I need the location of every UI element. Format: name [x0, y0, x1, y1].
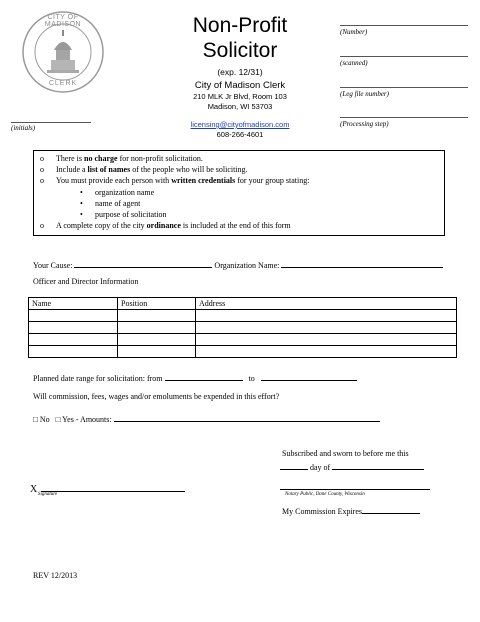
cause-org-row [33, 259, 443, 270]
credential-item: name of agent [95, 198, 141, 208]
commission-expires-label: My Commission Expires [282, 507, 363, 516]
no-checkbox[interactable]: □ [33, 415, 38, 424]
address-cell[interactable] [196, 346, 457, 358]
instruction-text: You must provide each person with [56, 176, 172, 186]
table-row [29, 334, 457, 346]
sworn-date-row [280, 461, 424, 472]
position-cell[interactable] [118, 310, 196, 322]
email-link[interactable]: licensing@cityofmadison.com [190, 120, 290, 129]
date-from-input[interactable] [165, 372, 243, 381]
instruction-text: There is [56, 154, 84, 163]
city-seal-logo [21, 10, 105, 94]
organization-label: Organization Name: [214, 261, 280, 270]
yes-label: Yes - Amounts: [62, 415, 112, 424]
revision-label: REV 12/2013 [33, 571, 78, 580]
sworn-statement: Subscribed and sworn to before me this [282, 449, 409, 458]
instruction-item [40, 220, 438, 231]
table-header-row [29, 298, 457, 310]
office-name: City of Madison Clerk [194, 80, 286, 91]
instruction-text: A complete copy of the city [56, 221, 147, 231]
name-cell[interactable] [29, 346, 118, 358]
instruction-emphasis: written credentials [171, 176, 236, 186]
position-cell[interactable] [118, 334, 196, 346]
credential-item: purpose of solicitation [95, 210, 167, 220]
instruction-text: for non-profit solicitation. [117, 154, 203, 163]
bullet-o: o [40, 154, 44, 163]
date-to-input[interactable] [261, 372, 357, 381]
sub-list-item [40, 198, 438, 209]
initials-field[interactable] [11, 122, 91, 132]
commission-answer-row [33, 413, 380, 424]
sworn-month-input[interactable] [332, 461, 424, 470]
instruction-emphasis: no charge [84, 154, 118, 163]
signature-label: Signature [38, 492, 58, 497]
commission-question: Will commission, fees, wages and/or emoluments be expended in this effort? [33, 392, 280, 401]
seal-text-top: CITY OF MADISON [44, 14, 82, 28]
date-range-row [33, 372, 357, 383]
address-cell[interactable] [196, 334, 457, 346]
instruction-text: is included at the end of this form [180, 221, 291, 231]
number-field[interactable] [340, 25, 468, 36]
sub-list-item [40, 209, 438, 220]
form-title-line1: Non-Profit [192, 14, 288, 37]
cause-label: Your Cause: [33, 261, 73, 270]
officers-table [28, 297, 457, 358]
column-header-position: Position [118, 298, 196, 310]
sworn-day-input[interactable] [280, 461, 308, 470]
position-cell[interactable] [118, 346, 196, 358]
name-cell[interactable] [29, 310, 118, 322]
signature-x-mark: X [30, 484, 38, 495]
processing-step-field[interactable] [340, 117, 468, 128]
table-row [29, 346, 457, 358]
day-of-label: day of [310, 463, 331, 472]
amounts-input[interactable] [114, 413, 380, 422]
instruction-item [40, 164, 438, 175]
leg-file-number-label: (Leg file number) [340, 90, 389, 98]
table-row [29, 310, 457, 322]
name-cell[interactable] [29, 334, 118, 346]
commission-expires-row [282, 505, 420, 516]
no-label: No [39, 415, 50, 424]
column-header-name: Name [29, 298, 118, 310]
expiration-note: (exp. 12/31) [217, 67, 263, 77]
column-header-address: Address [196, 298, 457, 310]
instruction-emphasis: ordinance [146, 221, 181, 231]
office-address-line2: Madison, WI 53703 [207, 102, 273, 111]
form-title-line2: Solicitor [202, 39, 278, 62]
instruction-item [40, 153, 438, 164]
notary-signature-line[interactable] [280, 489, 430, 490]
instruction-text: for your group stating: [235, 176, 310, 186]
office-phone: 608-266-4601 [216, 130, 264, 139]
scanned-field[interactable] [340, 56, 468, 67]
bullet-dot: • [80, 210, 83, 220]
leg-file-number-field[interactable] [340, 87, 468, 98]
address-cell[interactable] [196, 322, 457, 334]
name-cell[interactable] [29, 322, 118, 334]
seal-text-bottom: CLERK [48, 80, 78, 87]
instructions-box [33, 150, 445, 236]
instruction-text: Include a [56, 165, 88, 175]
signature-line[interactable] [41, 482, 185, 492]
cause-input[interactable] [74, 259, 212, 268]
commission-expires-input[interactable] [362, 505, 420, 514]
bullet-o: o [40, 176, 44, 186]
scanned-label: (scanned) [340, 59, 368, 67]
processing-step-label: (Processing step) [340, 120, 389, 128]
bullet-o: o [40, 165, 44, 175]
instruction-emphasis: list of names [87, 165, 131, 175]
notary-label: Notary Public, Dane County, Wisconsin [285, 492, 365, 497]
number-label: (Number) [340, 28, 368, 36]
officers-heading: Officer and Director Information [33, 277, 139, 286]
bullet-o: o [40, 221, 44, 231]
bullet-dot: • [80, 198, 83, 208]
position-cell[interactable] [118, 322, 196, 334]
instruction-item [40, 175, 438, 186]
table-row [29, 322, 457, 334]
instruction-text: of the people who will be soliciting. [130, 165, 248, 175]
sub-list-item [40, 187, 438, 198]
date-range-to-label: to [248, 374, 255, 383]
office-address-line1: 210 MLK Jr Blvd, Room 103 [193, 92, 287, 101]
yes-checkbox[interactable]: □ [55, 415, 61, 424]
address-cell[interactable] [196, 310, 457, 322]
date-range-label: Planned date range for solicitation: from [33, 374, 163, 383]
bullet-dot: • [80, 187, 83, 197]
organization-input[interactable] [281, 259, 443, 268]
initials-label: (initials) [11, 124, 36, 132]
credential-item: organization name [95, 187, 155, 197]
